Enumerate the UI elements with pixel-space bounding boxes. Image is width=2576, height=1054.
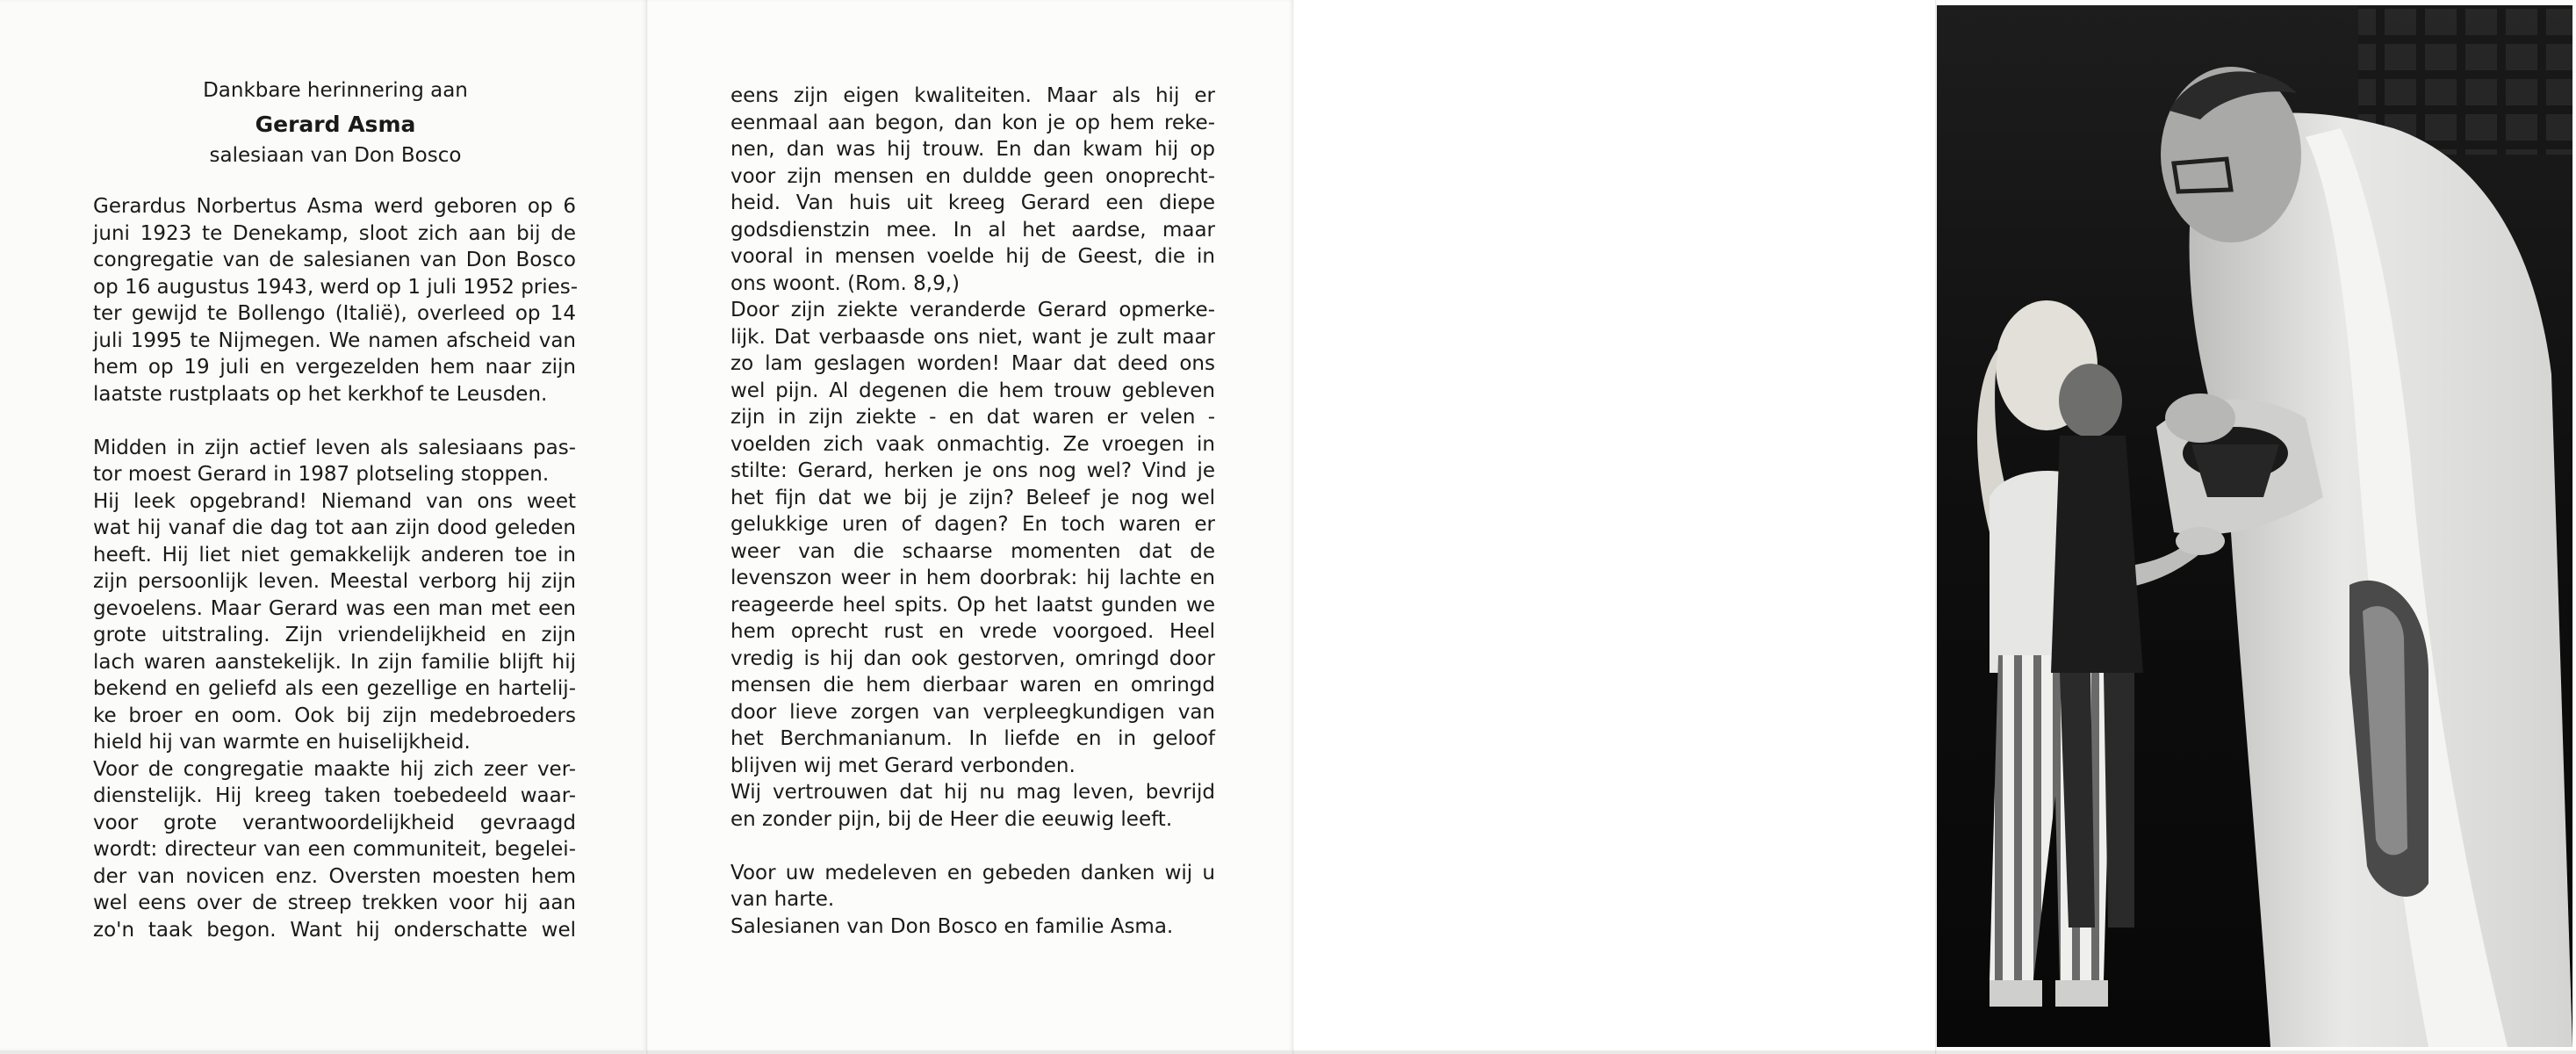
text-line: Salesianen van Don Bosco en familie Asma. xyxy=(730,914,1174,938)
text-line: Midden in zijn actief leven als salesiaans pas- xyxy=(93,436,576,459)
text-line: het Berchmanianum. In liefde en in geloof xyxy=(730,727,1215,750)
text-line: voor grote verantwoordelijkheid gevraagd xyxy=(93,811,576,834)
text-line: eenmaal aan begon, dan kon je op hem reke- xyxy=(730,111,1215,134)
text-line: laatste rustplaats op het kerkhof te Leusden. xyxy=(93,382,548,406)
text-line: lach waren aanstekelijk. In zijn familie blijft hij xyxy=(93,650,576,674)
text-line: reageerde heel spits. Op het laatst gunden we xyxy=(730,593,1215,617)
text-line: het fijn dat we bij je zijn? Beleef je nog wel xyxy=(730,486,1215,509)
text-line: juli 1995 te Nijmegen. We namen afscheid van xyxy=(93,328,576,352)
text-line: Hij leek opgebrand! Niemand van ons weet xyxy=(93,489,576,513)
text-line: dienstelijk. Hij kreeg taken toebedeeld waar- xyxy=(93,784,576,807)
text-line: stilte: Gerard, herken je ons nog wel? Vind je xyxy=(730,459,1215,482)
text-line: heeft. Hij liet niet gemakkelijk anderen toe in xyxy=(93,543,576,567)
text-line: vooral in mensen voelde hij de Geest, die in xyxy=(730,245,1215,268)
text-line: godsdienstzin mee. In al het aardse, maar xyxy=(730,218,1215,242)
deceased-name: Gerard Asma xyxy=(255,112,416,137)
text-line: weer van die schaarse momenten dat de xyxy=(730,539,1215,563)
text-line: Gerardus Norbertus Asma werd geboren op 6 xyxy=(93,195,576,218)
text-line: zo lam geslagen worden! Maar dat deed ons xyxy=(730,352,1215,375)
memorial-card-blank-panel xyxy=(1292,0,1935,1050)
text-line: eens zijn eigen kwaliteiten. Maar als hij er xyxy=(730,84,1215,107)
text-line: ons woont. (Rom. 8,9,) xyxy=(730,271,960,295)
text-line: zijn in zijn ziekte - en dat waren er velen - xyxy=(730,406,1215,429)
text-line: ter gewijd te Bollengo (Italië), overleed op 14 xyxy=(93,302,576,325)
text-line: hield hij van warmte en huiselijkheid. xyxy=(93,731,471,754)
text-line: voor zijn mensen en duldde geen onoprecht- xyxy=(730,164,1215,188)
text-line: hem op 19 juli en vergezelden hem naar zijn xyxy=(93,356,576,379)
text-line: blijven wij met Gerard verbonden. xyxy=(730,754,1076,777)
deceased-subtitle: salesiaan van Don Bosco xyxy=(209,144,462,167)
text-line: mensen die hem dierbaar waren en omringd xyxy=(730,674,1215,697)
text-line: der van novicen enz. Oversten moesten hem xyxy=(93,864,576,888)
text-line: gevoelens. Maar Gerard was een man met een xyxy=(93,596,576,620)
text-line: Door zijn ziekte veranderde Gerard opmerke- xyxy=(730,299,1215,321)
text-line: zijn persoonlijk leven. Meestal verborg hij zijn xyxy=(93,570,576,593)
text-line: juni 1923 te Denekamp, sloot zich aan bij de xyxy=(93,221,576,245)
text-line: op 16 augustus 1943, werd op 1 juli 1952 pries- xyxy=(93,275,579,299)
text-line: levenszon weer in hem doorbrak: hij lachte en xyxy=(730,567,1215,589)
text-line: congregatie van de salesianen van Don Bosco xyxy=(93,249,576,271)
text-line: door lieve zorgen van verpleegkundigen van xyxy=(730,700,1215,724)
text-line: ke broer en oom. Ook bij zijn medebroeders xyxy=(93,704,576,727)
text-line: bekend en geliefd als een gezellige en hartelij- xyxy=(93,677,576,700)
memorial-photo xyxy=(1937,5,2572,1047)
text-line: wel eens over de streep trekken voor hij aan xyxy=(93,892,576,914)
text-line: en zonder pijn, bij de Heer die eeuwig leeft. xyxy=(730,807,1173,831)
text-line: Voor uw medeleven en gebeden danken wij u xyxy=(730,861,1215,884)
text-line: voelden zich vaak onmachtig. Ze vroegen in xyxy=(730,432,1215,456)
text-line: wat hij vanaf die dag tot aan zijn dood geleden xyxy=(93,516,576,539)
text-line: zo'n taak begon. Want hij onderschatte wel xyxy=(93,918,576,942)
text-line: wordt: directeur van een communiteit, begelei- xyxy=(93,838,576,861)
memorial-continuation-text xyxy=(730,83,1215,940)
text-line: heid. Van huis uit kreeg Gerard een diepe xyxy=(730,191,1215,214)
card-fold-line xyxy=(646,0,648,1054)
text-line: hem oprecht rust en vrede voorgoed. Heel xyxy=(730,620,1215,643)
biography-text xyxy=(93,193,579,943)
text-line: gelukkige uren of dagen? En toch waren er xyxy=(730,513,1215,536)
text-line: grote uitstraling. Zijn vriendelijkheid en zijn xyxy=(93,624,576,646)
text-line: lijk. Dat verbaasde ons niet, want je zult maar xyxy=(730,325,1215,349)
text-line: wel pijn. Al degenen die hem trouw gebleven xyxy=(730,379,1215,402)
text-line: tor moest Gerard in 1987 plotseling stoppen. xyxy=(93,463,550,486)
text-line: van harte. xyxy=(730,888,835,911)
text-line: vredig is hij dan ook gestorven, omringd door xyxy=(730,646,1215,670)
text-line: Wij vertrouwen dat hij nu mag leven, bevrijd xyxy=(730,781,1215,804)
card-fold-line xyxy=(1292,0,1294,1054)
text-line: nen, dan was hij trouw. En dan kwam hij op xyxy=(730,138,1215,161)
memorial-intro: Dankbare herinnering aan xyxy=(203,79,468,102)
text-line: Voor de congregatie maakte hij zich zeer ver- xyxy=(93,757,576,781)
